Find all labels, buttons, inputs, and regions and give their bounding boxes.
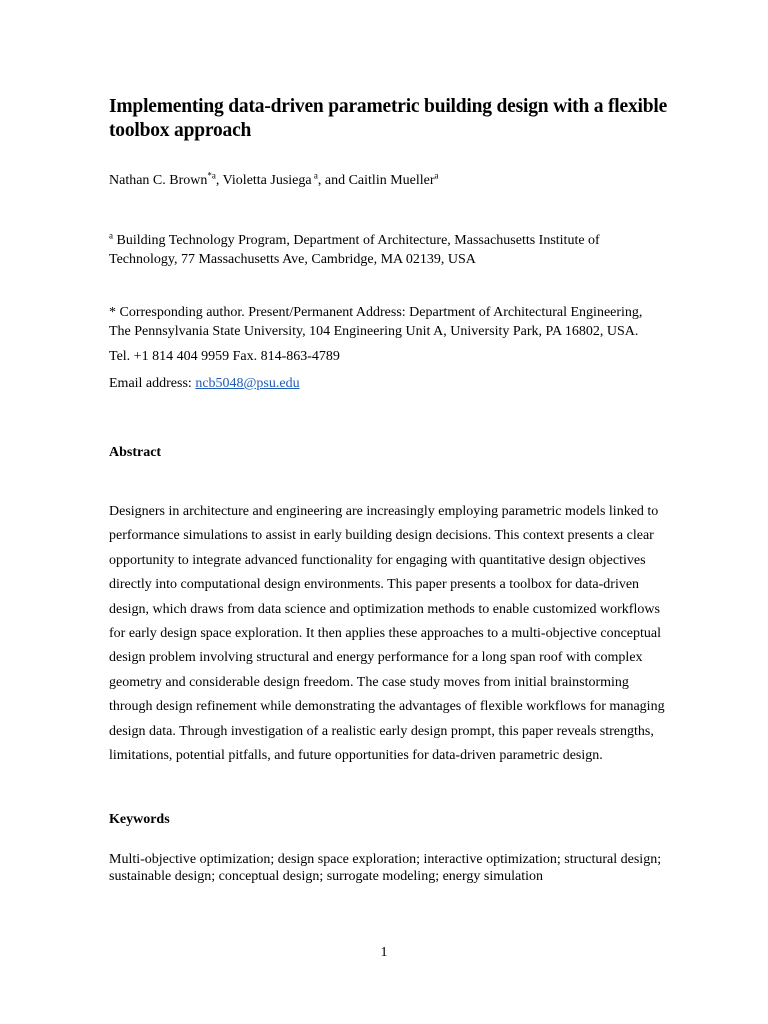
keywords-heading: Keywords [109, 812, 170, 827]
contact-phone [109, 348, 669, 366]
author-superscript: a [434, 170, 439, 181]
author-list [109, 172, 669, 190]
keywords-line: Multi-objective optimization; design space exploration; interactive optimization; structural design; [109, 852, 662, 867]
paper-title-line: toolbox approach [109, 120, 252, 141]
abstract-line: design, which draws from data science and optimization methods to enable customized workflows [109, 601, 660, 617]
author-line [109, 172, 669, 190]
abstract-line: directly into computational design environments. This paper presents a toolbox for data-driven [109, 577, 640, 593]
contact-email [109, 375, 669, 393]
author-superscript: a [311, 170, 318, 181]
paper-title-line: Implementing data-driven parametric building design with a flexible [109, 96, 668, 117]
abstract-line: geometry and considerable design freedom. The case study moves from initial brainstorming [109, 674, 629, 690]
corresponding-line: * Corresponding author. Present/Permanent Address: Department of Architectural Engineering, [109, 305, 643, 320]
affiliation-line [109, 231, 669, 250]
abstract-heading: Abstract [109, 445, 162, 460]
abstract-line: performance simulations to assist in early building design decisions. This context presents a clear [109, 528, 654, 544]
affiliation-text: Building Technology Program, Department of Architecture, Massachusetts Institute of [113, 233, 600, 248]
corresponding-author [109, 303, 669, 341]
abstract-line: Designers in architecture and engineering are increasingly employing parametric models linked to [109, 504, 659, 519]
author-separator: , and [317, 173, 349, 188]
keywords-body [109, 851, 669, 885]
page-number: 1 [380, 945, 388, 960]
email-link[interactable]: ncb5048@psu.edu [195, 376, 300, 391]
abstract-line: through design refinement while demonstrating the advantages of flexible workflows for managing [109, 699, 665, 715]
paper-title [109, 95, 669, 143]
abstract-line: design problem involving structural and energy performance for a long span roof with complex [109, 650, 643, 666]
phone-fax-text: Tel. +1 814 404 9959 Fax. 814-863-4789 [109, 349, 340, 364]
corresponding-line: The Pennsylvania State University, 104 Engineering Unit A, University Park, PA 16802, USA. [109, 324, 639, 339]
email-label: Email address: [109, 376, 196, 391]
abstract-body [109, 500, 669, 768]
abstract-line: design data. Through investigation of a realistic early design prompt, this paper reveals strengths, [109, 723, 654, 739]
affiliation-superscript: a [109, 230, 113, 241]
author-name: Caitlin Mueller [348, 173, 435, 188]
keywords-line: sustainable design; conceptual design; surrogate modeling; energy simulation [109, 869, 544, 884]
affiliation [109, 231, 669, 269]
author-name: Violetta Jusiega [222, 173, 312, 188]
author-separator: , [215, 173, 223, 188]
abstract-line: for early design space exploration. It then applies these approaches to a multi-objective conceptual [109, 626, 662, 642]
abstract-line: opportunity to integrate advanced functionality for engaging with quantitative design objectives [109, 552, 646, 568]
author-superscript: *a [207, 170, 216, 181]
email-line [109, 375, 669, 393]
affiliation-line: Technology, 77 Massachusetts Ave, Cambridge, MA 02139, USA [109, 252, 476, 267]
author-name: Nathan C. Brown [109, 173, 208, 188]
abstract-line: limitations, potential pitfalls, and future opportunities for data-driven parametric design. [109, 748, 603, 764]
